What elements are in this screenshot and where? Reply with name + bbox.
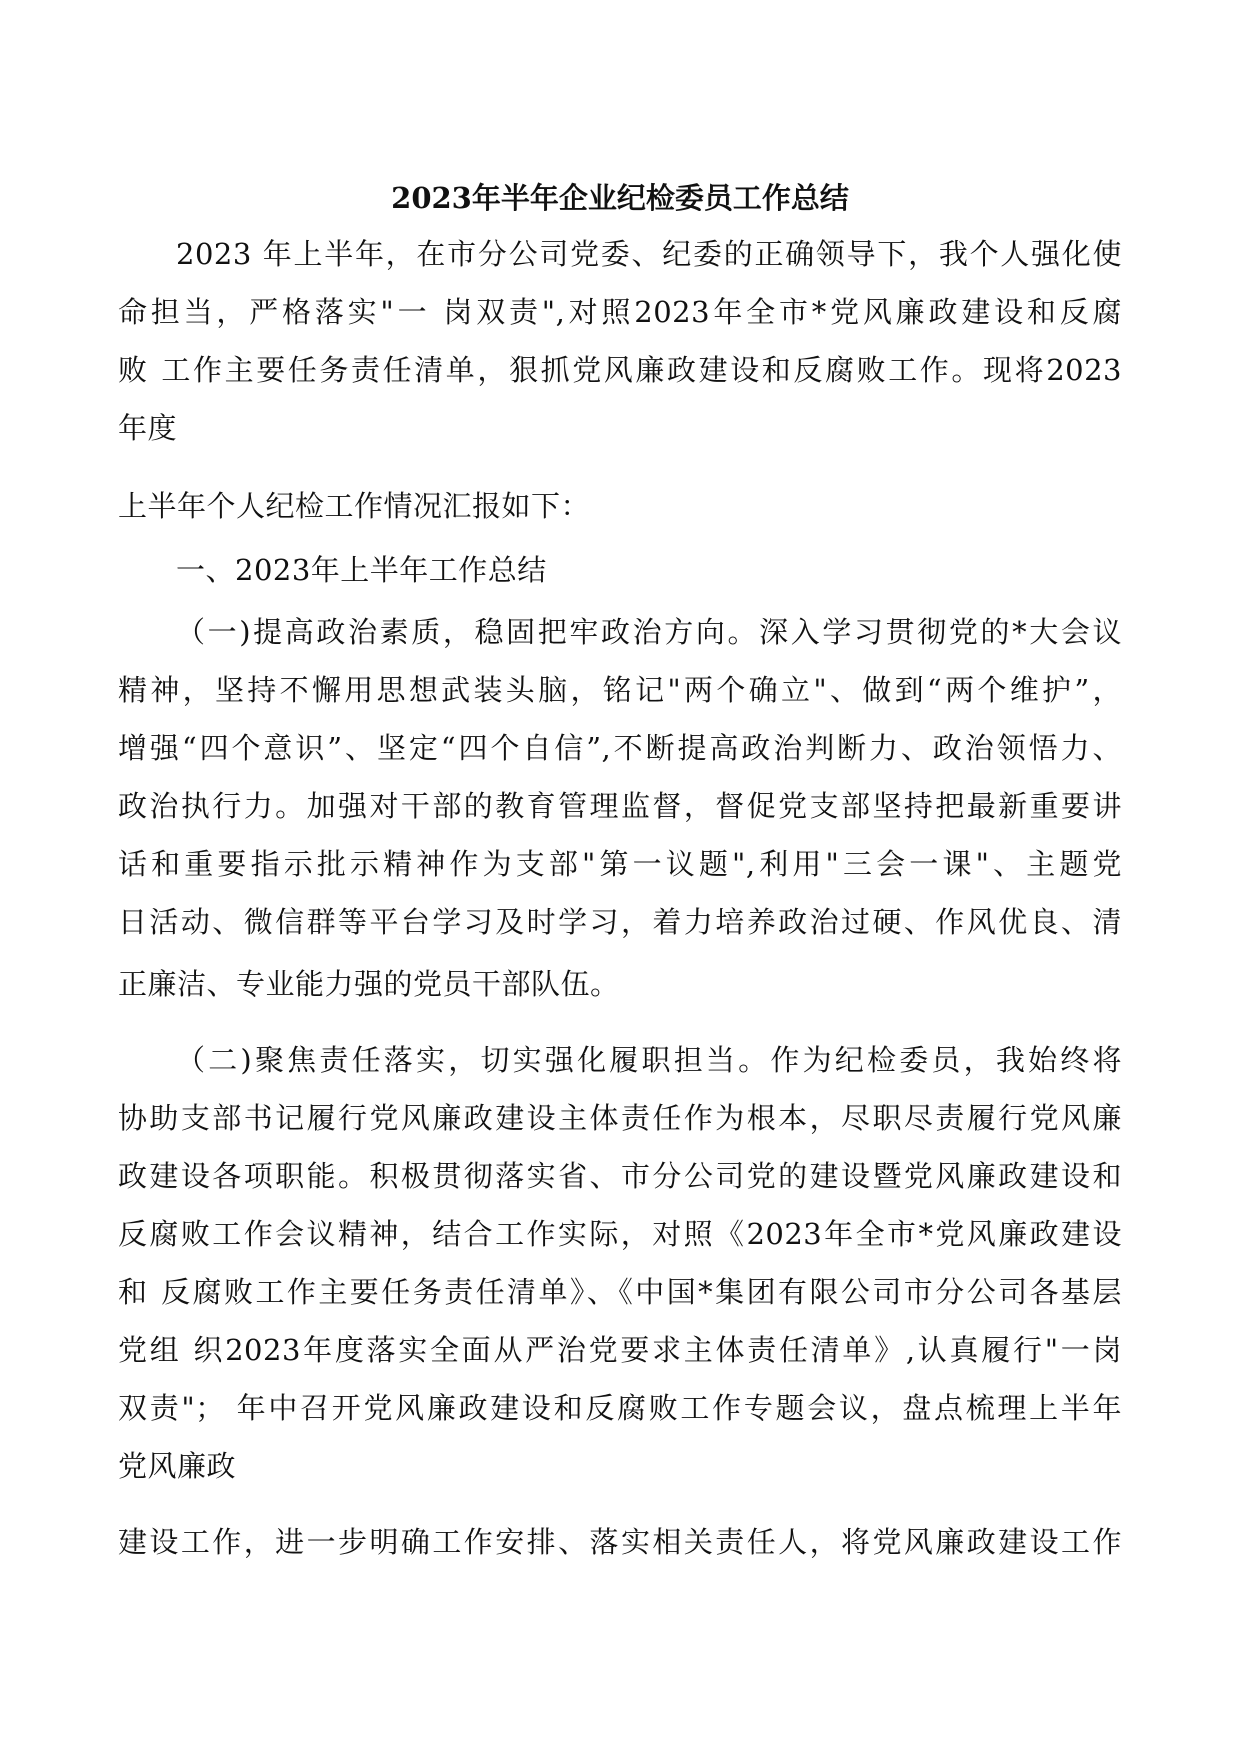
paragraph-line: 党组 织2023年度落实全面从严治党要求主体责任清单》,认真履行"一岗: [118, 1333, 1122, 1367]
paragraph-line: 政治执行力。加强对干部的教育管理监督，督促党支部坚持把最新重要讲: [118, 789, 1122, 823]
paragraph-line: 增强“四个意识”、坚定“四个自信”,不断提高政治判断力、政治领悟力、: [118, 731, 1122, 765]
paragraph-line: 精神，坚持不懈用思想武装头脑，铭记"两个确立"、做到“两个维护”，: [118, 673, 1122, 707]
document-title: 2023年半年企业纪检委员工作总结: [391, 181, 849, 215]
paragraph-line: 政建设各项职能。积极贯彻落实省、市分公司党的建设暨党风廉政建设和: [118, 1159, 1122, 1193]
paragraph-line: 话和重要指示批示精神作为支部"第一议题",利用"三会一课"、主题党: [118, 847, 1122, 881]
paragraph-line: 正廉洁、专业能力强的党员干部队伍。: [118, 967, 620, 1001]
paragraph-line: 建设工作，进一步明确工作安排、落实相关责任人，将党风廉政建设工作: [118, 1525, 1122, 1559]
paragraph-line: 双责"； 年中召开党风廉政建设和反腐败工作专题会议，盘点梳理上半年: [118, 1391, 1122, 1425]
paragraph-line: （一)提高政治素质，稳固把牢政治方向。深入学习贯彻党的*大会议: [176, 615, 1122, 649]
paragraph-line: 反腐败工作会议精神，结合工作实际，对照《2023年全市*党风廉政建设: [118, 1217, 1122, 1251]
paragraph-line: 败 工作主要任务责任清单，狠抓党风廉政建设和反腐败工作。现将2023: [118, 353, 1122, 387]
paragraph-line: 上半年个人纪检工作情况汇报如下：: [118, 489, 591, 523]
paragraph-line: 2023 年上半年，在市分公司党委、纪委的正确领导下，我个人强化使: [176, 237, 1122, 271]
paragraph-line: （二)聚焦责任落实，切实强化履职担当。作为纪检委员，我始终将: [176, 1043, 1122, 1077]
paragraph-line: 党风廉政: [118, 1449, 237, 1483]
paragraph-line: 日活动、微信群等平台学习及时学习，着力培养政治过硬、作风优良、清: [118, 905, 1122, 939]
paragraph-line: 命担当，严格落实"一 岗双责",对照2023年全市*党风廉政建设和反腐: [118, 295, 1122, 329]
paragraph-line: 年度: [118, 411, 178, 445]
section-heading: 一、2023年上半年工作总结: [176, 553, 547, 587]
paragraph-line: 和 反腐败工作主要任务责任清单》、《中国*集团有限公司市分公司各基层: [118, 1275, 1122, 1309]
paragraph-line: 协助支部书记履行党风廉政建设主体责任作为根本，尽职尽责履行党风廉: [118, 1101, 1122, 1135]
